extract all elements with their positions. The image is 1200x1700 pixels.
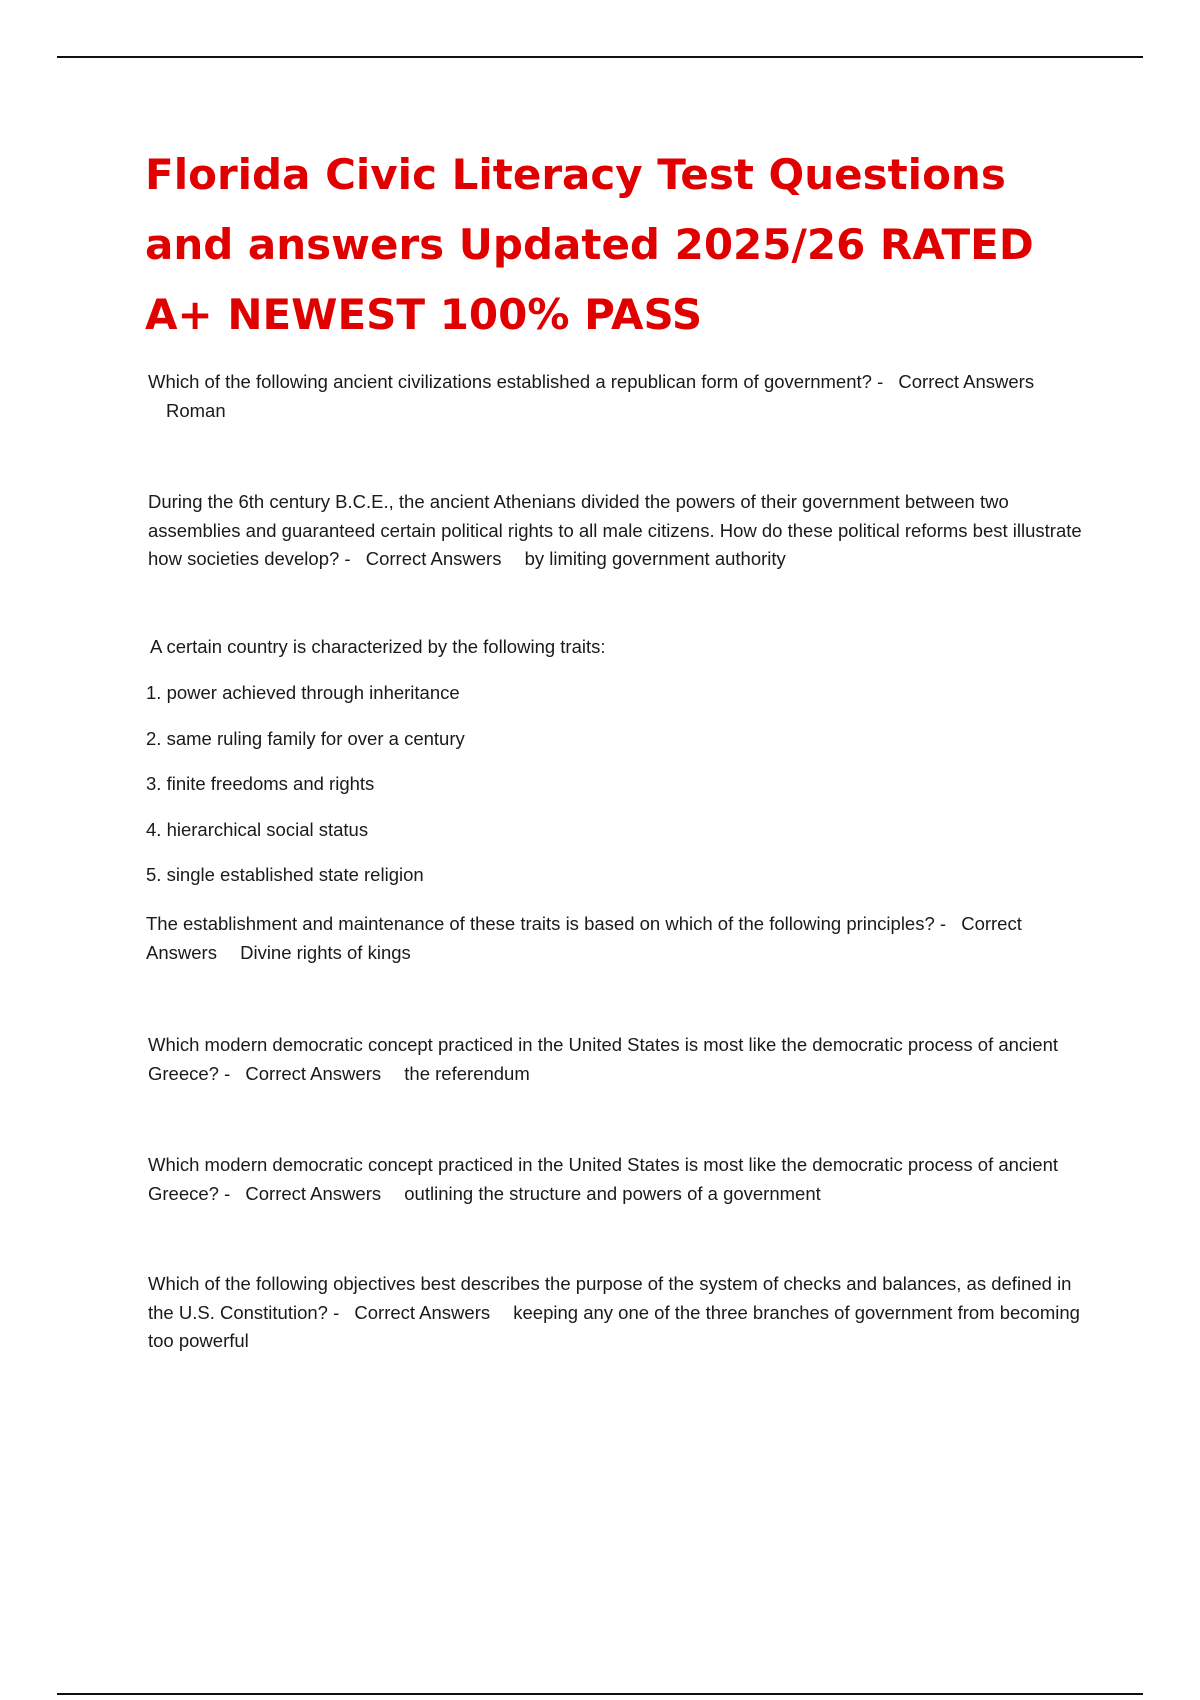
answer-label: Correct Answers bbox=[245, 1062, 382, 1084]
question-text: Which of the following ancient civilizations established a republican form of government? - bbox=[148, 371, 884, 392]
answer-text: Roman bbox=[166, 399, 226, 421]
question-text: Which of the following objectives best describes the purpose of the system of checks and balances, as defined in the U.S. Constitution? - bbox=[148, 1273, 1072, 1323]
list-item: 4. hierarchical social status bbox=[146, 819, 369, 840]
question-text: Which modern democratic concept practiced in the United States is most like the democratic process of ancient Greece? - bbox=[148, 1154, 1059, 1204]
list-item: 3. finite freedoms and rights bbox=[146, 773, 375, 794]
list-intro: A certain country is characterized by the following traits: bbox=[150, 636, 606, 657]
answer-text: keeping any one of the three branches of government from becoming too powerful bbox=[148, 1301, 1080, 1351]
document-title: Florida Civic Literacy Test Questions and answers Updated 2025/26 RATED A+ NEWEST 100% PASS bbox=[145, 150, 1034, 339]
question-text: Which modern democratic concept practiced in the United States is most like the democratic process of ancient Greece? - bbox=[148, 1034, 1059, 1084]
qa-item-6 bbox=[148, 1270, 1088, 1356]
answer-text: Divine rights of kings bbox=[240, 941, 411, 963]
question-text: The establishment and maintenance of these traits is based on which of the following principles? - bbox=[146, 913, 947, 934]
answer-text: the referendum bbox=[404, 1062, 530, 1084]
qa-item-5 bbox=[148, 1151, 1088, 1208]
list-item: 2. same ruling family for over a century bbox=[146, 728, 465, 749]
list-item: 1. power achieved through inheritance bbox=[146, 682, 460, 703]
qa-item-4 bbox=[148, 1031, 1088, 1088]
answer-label: Correct Answers bbox=[146, 913, 1022, 963]
answer-text: by limiting government authority bbox=[524, 548, 786, 569]
answer-label: Correct Answers bbox=[365, 548, 502, 569]
qa-item-2 bbox=[148, 488, 1088, 574]
answer-label: Correct Answers bbox=[354, 1301, 491, 1323]
top-rule bbox=[57, 56, 1143, 58]
list-item: 5. single established state religion bbox=[146, 864, 424, 885]
answer-label: Correct Answers bbox=[898, 371, 1035, 392]
bottom-rule bbox=[57, 1693, 1143, 1695]
question-text: During the 6th century B.C.E., the ancient Athenians divided the powers of their government between two assemblies and guaranteed certain political rights to all male citizens. How do these political reforms best illustrate how societies develop? - bbox=[148, 491, 1082, 569]
answer-text: outlining the structure and powers of a government bbox=[404, 1182, 821, 1204]
answer-label: Correct Answers bbox=[245, 1182, 382, 1204]
qa-item-1 bbox=[148, 368, 1048, 425]
qa-item-3 bbox=[146, 910, 1046, 967]
